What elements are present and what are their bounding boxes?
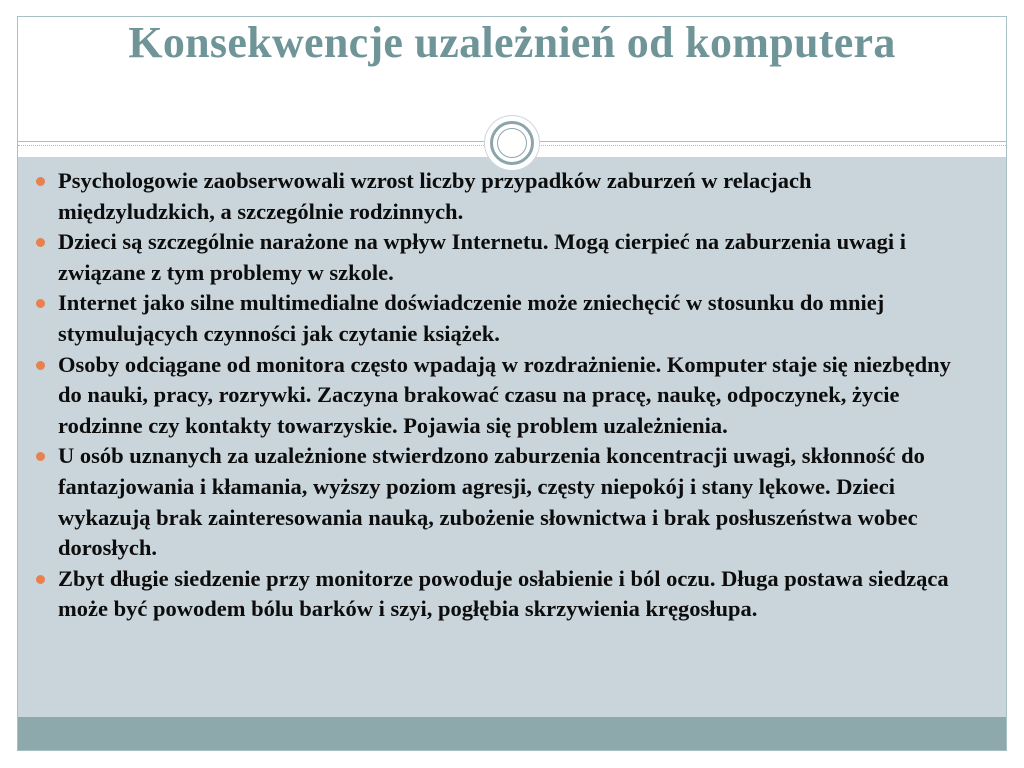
bullet-icon bbox=[36, 299, 45, 308]
bullet-item bbox=[34, 564, 964, 625]
double-circle-ornament-icon bbox=[485, 116, 539, 170]
bullet-item bbox=[34, 350, 964, 442]
bullet-item bbox=[34, 441, 964, 563]
bullet-list bbox=[34, 166, 964, 625]
bullet-icon bbox=[36, 238, 45, 247]
bullet-icon bbox=[36, 361, 45, 370]
ornament-inner-ring bbox=[497, 128, 527, 158]
bullet-text: Osoby odciągane od monitora często wpadają w rozdrażnienie. Komputer staje się niezbędny do nauki, pracy, rozrywki. Zaczyna brakować czasu na pracę, naukę, odpoczynek, życie rodzinne czy kontakty towarzyskie. Pojawia się problem uzależnienia. bbox=[58, 351, 951, 438]
bullet-text: Psychologowie zaobserwowali wzrost liczby przypadków zaburzeń w relacjach międzyludzkich, a szczególnie rodzinnych. bbox=[58, 168, 812, 224]
bullet-item bbox=[34, 227, 964, 288]
bullet-text: Zbyt długie siedzenie przy monitorze powoduje osłabienie i ból oczu. Długa postawa siedząca może być powodem bólu barków i szyi, pogłębia skrzywienia kręgosłupa. bbox=[58, 565, 949, 622]
bullet-item bbox=[34, 288, 964, 349]
bullet-text: Internet jako silne multimedialne doświadczenie może zniechęcić w stosunku do mniej stymulujących czynności jak czytanie książek. bbox=[58, 290, 885, 346]
bullet-text: Dzieci są szczególnie narażone na wpływ Internetu. Mogą cierpieć na zaburzenia uwagi i związane z tym problemy w szkole. bbox=[58, 229, 907, 285]
bullet-icon bbox=[36, 575, 45, 584]
bullet-icon bbox=[36, 452, 45, 461]
slide-title: Konsekwencje uzależnień od komputera bbox=[128, 18, 896, 67]
footer-band bbox=[18, 717, 1006, 751]
bullet-text: U osób uznanych za uzależnione stwierdzono zaburzenia koncentracji uwagi, skłonność do fantazjowania i kłamania, wyższy poziom agresji, częsty niepokój i stany lękowe. Dzieci wykazują brak zainteresowania nauką, zubożenie słownictwa i brak posłuszeństwa wobec dorosłych. bbox=[58, 443, 925, 561]
bullet-item bbox=[34, 166, 964, 227]
bullet-icon bbox=[36, 177, 45, 186]
